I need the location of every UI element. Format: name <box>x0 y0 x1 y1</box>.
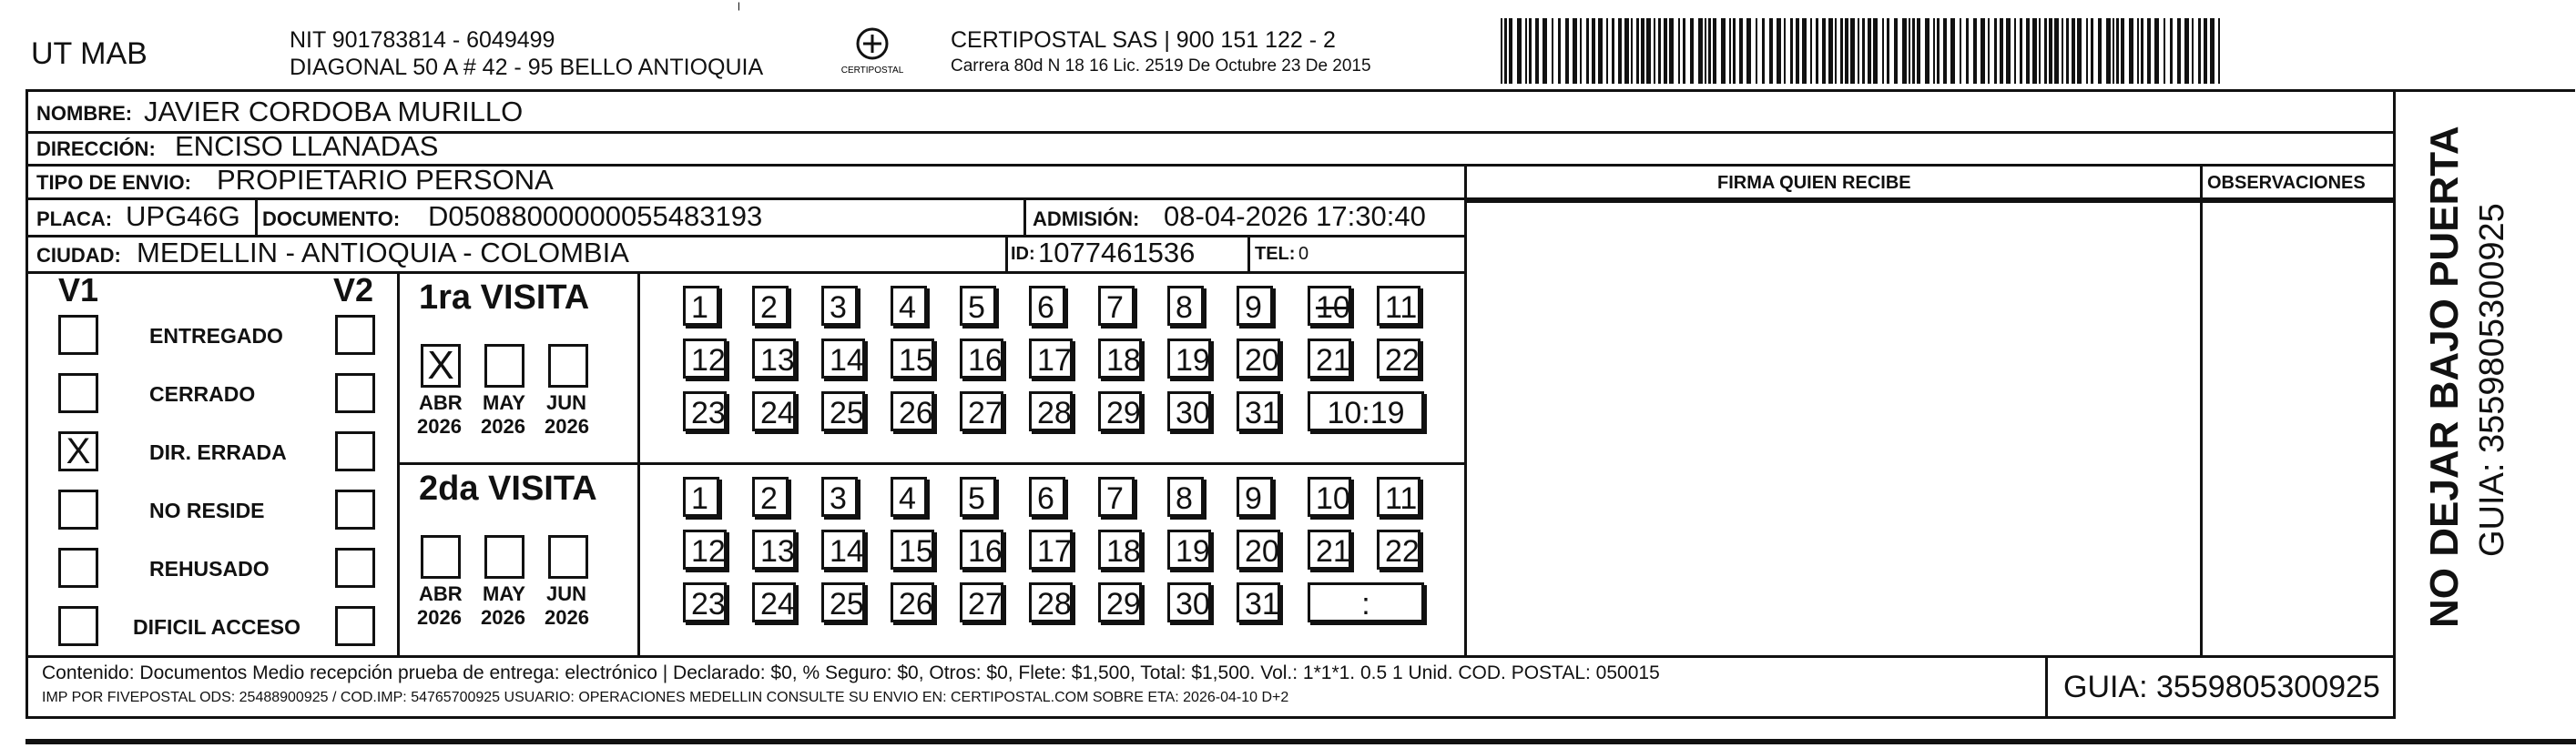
time-box[interactable]: : <box>1308 582 1424 622</box>
barcode-bar <box>2129 18 2133 84</box>
carrier-name: CERTIPOSTAL SAS | 900 151 122 - 2 <box>951 27 1336 53</box>
admision-label: ADMISIÓN: <box>1033 207 1140 230</box>
day-box[interactable]: 12 <box>683 530 727 570</box>
tel-value: 0 <box>1298 244 1309 264</box>
barcode-bar <box>1580 18 1582 84</box>
day-box[interactable]: 24 <box>752 582 796 622</box>
barcode-bar <box>2006 18 2011 84</box>
barcode-bar <box>2210 18 2215 84</box>
status-option-label: REHUSADO <box>149 557 270 581</box>
side-guia: GUIA: 3559805300925 <box>2473 203 2511 557</box>
status-option-label: CERRADO <box>149 382 256 406</box>
visit2-title: 2da VISITA <box>419 470 597 508</box>
v1-checkbox[interactable] <box>58 548 98 588</box>
day-box[interactable]: 4 <box>891 286 927 326</box>
barcode-bar <box>1937 18 1940 84</box>
barcode-bar <box>1850 18 1855 84</box>
barcode-bar <box>1733 18 1736 84</box>
barcode-bar <box>1592 18 1595 84</box>
day-box[interactable]: 22 <box>1377 530 1420 570</box>
day-box[interactable]: 19 <box>1167 339 1211 379</box>
barcode-bar <box>1713 18 1716 84</box>
v1-checkbox[interactable] <box>58 315 98 355</box>
barcode-bar <box>1558 18 1561 84</box>
v1-checkbox[interactable] <box>58 373 98 413</box>
day-box[interactable]: 31 <box>1237 391 1280 431</box>
day-box[interactable]: 23 <box>683 391 727 431</box>
barcode-bar <box>2113 18 2114 84</box>
ciudad-label: CIUDAD: <box>36 244 121 267</box>
id-value: 1077461536 <box>1038 237 1196 268</box>
day-box[interactable]: 23 <box>683 582 727 622</box>
barcode-bar <box>1868 18 1871 84</box>
barcode-bar <box>2218 18 2220 84</box>
barcode-bar <box>2032 18 2037 84</box>
v2-label: V2 <box>333 271 374 308</box>
day-box[interactable]: 27 <box>960 582 1003 622</box>
v2-checkbox[interactable] <box>335 606 375 646</box>
day-box[interactable]: 11 <box>1377 286 1420 326</box>
year-label: 2026 <box>417 415 462 438</box>
day-box[interactable]: 26 <box>891 582 934 622</box>
barcode-bar <box>1810 18 1812 84</box>
month-label: JUN <box>546 582 587 605</box>
tel-label: TEL: <box>1255 244 1296 264</box>
barcode-bar <box>1504 18 1507 84</box>
barcode-bar <box>2106 18 2111 84</box>
barcode-bar <box>1887 18 1889 84</box>
company-name: UT MAB <box>31 36 148 71</box>
day-box[interactable]: 6 <box>1029 477 1065 517</box>
placa-label: PLACA: <box>36 207 113 230</box>
barcode-bar <box>1598 18 1603 84</box>
barcode-bar <box>1746 18 1751 84</box>
day-box[interactable]: 26 <box>891 391 934 431</box>
day-box[interactable]: 22 <box>1377 339 1420 379</box>
barcode-bar <box>1950 18 1955 84</box>
barcode-bar <box>1840 18 1843 84</box>
barcode-bar <box>1708 18 1711 84</box>
direccion-value: ENCISO LLANADAS <box>175 130 439 162</box>
barcode-bar <box>1790 18 1793 84</box>
barcode-bar <box>1612 18 1614 84</box>
documento-label: DOCUMENTO: <box>262 207 401 230</box>
day-box[interactable]: 10 <box>1308 477 1351 517</box>
day-box[interactable]: 14 <box>821 339 865 379</box>
certipostal-logo-icon <box>836 25 909 80</box>
footer-guia: GUIA: 3559805300925 <box>2063 670 2380 704</box>
barcode-bar <box>1960 18 1961 84</box>
stray-mark: ˡ <box>738 0 740 18</box>
day-box[interactable]: 15 <box>891 339 934 379</box>
barcode-bar <box>1777 18 1781 84</box>
ciudad-value: MEDELLIN - ANTIOQUIA - COLOMBIA <box>137 237 629 268</box>
day-box[interactable]: 7 <box>1098 286 1135 326</box>
month-checkbox[interactable] <box>548 344 588 388</box>
barcode-bar <box>1882 18 1884 84</box>
year-label: 2026 <box>481 415 525 438</box>
barcode-bar <box>2062 18 2063 84</box>
barcode-bar <box>1543 18 1547 84</box>
day-box[interactable]: 5 <box>960 477 996 517</box>
barcode-bar <box>2044 18 2047 84</box>
barcode-bar <box>1509 18 1512 84</box>
day-box[interactable]: 28 <box>1029 582 1073 622</box>
day-box[interactable]: 29 <box>1098 582 1142 622</box>
v2-checkbox[interactable] <box>335 490 375 530</box>
day-box[interactable]: 8 <box>1167 286 1204 326</box>
barcode <box>1501 18 2224 84</box>
day-box[interactable]: 7 <box>1098 477 1135 517</box>
barcode-bar <box>1646 18 1651 84</box>
day-box[interactable]: 28 <box>1029 391 1073 431</box>
year-label: 2026 <box>417 606 462 629</box>
day-box[interactable]: 21 <box>1308 530 1351 570</box>
barcode-bar <box>2154 18 2159 84</box>
barcode-bar <box>2014 18 2016 84</box>
v2-checkbox[interactable] <box>335 373 375 413</box>
direccion-label: DIRECCIÓN: <box>36 137 156 160</box>
company-address: DIAGONAL 50 A # 42 - 95 BELLO ANTIOQUIA <box>290 55 764 80</box>
day-box[interactable]: 16 <box>960 530 1003 570</box>
tipo-label: TIPO DE ENVIO: <box>36 171 191 194</box>
barcode-bar <box>1762 18 1765 84</box>
company-nit: NIT 901783814 - 6049499 <box>290 27 555 53</box>
footer-contenido: Contenido: Documentos Medio recepción prueba de entrega: electrónico | Declarado: $0, % Seguro: $0, Otros: $0, Flete: $1,500, Total: $1,500. Vol.: 1*1*1. 0.5 1 Unid. COD. POSTAL: 050015 <box>42 662 1660 683</box>
barcode-bar <box>1845 18 1848 84</box>
barcode-bar <box>2177 18 2181 84</box>
id-label: ID: <box>1011 244 1035 264</box>
status-option-label: DIFICIL ACCESO <box>133 615 301 639</box>
day-box[interactable]: 3 <box>821 286 858 326</box>
day-box[interactable]: 16 <box>960 339 1003 379</box>
barcode-bar <box>2049 18 2052 84</box>
nombre-value: JAVIER CORDOBA MURILLO <box>144 96 524 127</box>
barcode-bar <box>2192 18 2194 84</box>
year-label: 2026 <box>481 606 525 629</box>
time-box[interactable]: 10:19 <box>1308 391 1424 431</box>
barcode-bar <box>1943 18 1947 84</box>
barcode-bar <box>1624 18 1629 84</box>
day-box[interactable]: 25 <box>821 391 865 431</box>
day-box[interactable]: 20 <box>1237 339 1280 379</box>
barcode-bar <box>1894 18 1898 84</box>
nombre-label: NOMBRE: <box>36 102 133 125</box>
day-box[interactable]: 13 <box>752 530 796 570</box>
day-box[interactable]: 31 <box>1237 582 1280 622</box>
barcode-bar <box>1729 18 1731 84</box>
barcode-bar <box>2091 18 2093 84</box>
day-box[interactable]: 24 <box>752 391 796 431</box>
barcode-bar <box>1784 18 1786 84</box>
barcode-bar <box>1917 18 1920 84</box>
barcode-bar <box>1862 18 1865 84</box>
barcode-bar <box>1535 18 1539 84</box>
day-box[interactable]: 1 <box>683 477 719 517</box>
barcode-bar <box>1966 18 1969 84</box>
day-box[interactable]: 21 <box>1308 339 1351 379</box>
barcode-bar <box>2184 18 2189 84</box>
barcode-bar <box>1909 18 1910 84</box>
barcode-bar <box>1678 18 1680 84</box>
visit1-title: 1ra VISITA <box>419 278 590 317</box>
barcode-bar <box>1517 18 1522 84</box>
day-box[interactable]: 14 <box>821 530 865 570</box>
day-box[interactable]: 5 <box>960 286 996 326</box>
barcode-bar <box>2098 18 2102 84</box>
placa-value: UPG46G <box>126 200 240 232</box>
barcode-bar <box>1756 18 1757 84</box>
month-label: ABR <box>419 582 463 605</box>
barcode-bar <box>1873 18 1878 84</box>
barcode-bar <box>1631 18 1633 84</box>
barcode-bar <box>2066 18 2069 84</box>
day-box[interactable]: 30 <box>1167 582 1211 622</box>
status-option-label: ENTREGADO <box>149 324 283 348</box>
barcode-bar <box>1912 18 1915 84</box>
day-box[interactable]: 3 <box>821 477 858 517</box>
barcode-bar <box>1658 18 1661 84</box>
month-checkbox[interactable] <box>484 535 524 579</box>
barcode-bar <box>1690 18 1694 84</box>
barcode-bar <box>1669 18 1674 84</box>
barcode-bar <box>1828 18 1833 84</box>
barcode-bar <box>1796 18 1799 84</box>
day-box[interactable]: 17 <box>1029 530 1073 570</box>
barcode-bar <box>2121 18 2124 84</box>
carrier-license: Carrera 80d N 18 16 Lic. 2519 De Octubre 23 De 2015 <box>951 56 1371 76</box>
day-box[interactable]: 8 <box>1167 477 1204 517</box>
side-warning: NO DEJAR BAJO PUERTA <box>2422 126 2467 628</box>
day-box[interactable]: 2 <box>752 477 789 517</box>
month-checkbox[interactable] <box>484 344 524 388</box>
day-box[interactable]: 9 <box>1237 477 1273 517</box>
barcode-bar <box>2072 18 2075 84</box>
month-label: JUN <box>546 391 587 414</box>
barcode-bar <box>1618 18 1622 84</box>
month-label: ABR <box>419 391 463 414</box>
admision-value: 08-04-2026 17:30:40 <box>1164 200 1426 232</box>
barcode-bar <box>1525 18 1527 84</box>
barcode-bar <box>1683 18 1685 84</box>
v1-checkbox[interactable]: X <box>58 431 98 471</box>
day-box[interactable]: 1 <box>683 286 719 326</box>
day-box[interactable]: 29 <box>1098 391 1142 431</box>
barcode-bar <box>2086 18 2088 84</box>
day-box[interactable]: 25 <box>821 582 865 622</box>
barcode-bar <box>2198 18 2201 84</box>
day-box[interactable]: 4 <box>891 477 927 517</box>
documento-value: D05088000000055483193 <box>428 200 763 232</box>
day-box[interactable]: 10 <box>1308 286 1351 326</box>
barcode-bar <box>1552 18 1553 84</box>
status-option-label: DIR. ERRADA <box>149 440 287 464</box>
barcode-bar <box>1925 18 1929 84</box>
barcode-bar <box>2164 18 2165 84</box>
barcode-bar <box>1721 18 1726 84</box>
barcode-bar <box>1739 18 1743 84</box>
day-box[interactable]: 19 <box>1167 530 1211 570</box>
barcode-bar <box>2141 18 2143 84</box>
barcode-bar <box>1769 18 1773 84</box>
barcode-bar <box>1636 18 1639 84</box>
barcode-bar <box>1586 18 1589 84</box>
barcode-bar <box>1501 18 1502 84</box>
status-option-label: NO RESIDE <box>149 499 265 522</box>
barcode-bar <box>2054 18 2059 84</box>
barcode-bar <box>2000 18 2003 84</box>
month-checkbox[interactable]: X <box>421 344 461 388</box>
year-label: 2026 <box>545 606 589 629</box>
barcode-bar <box>1698 18 1703 84</box>
barcode-bar <box>1902 18 1907 84</box>
day-box[interactable]: 13 <box>752 339 796 379</box>
barcode-bar <box>1606 18 1608 84</box>
day-box[interactable]: 11 <box>1377 477 1420 517</box>
day-box[interactable]: 2 <box>752 286 789 326</box>
v2-checkbox[interactable] <box>335 431 375 471</box>
month-label: MAY <box>483 391 525 414</box>
barcode-bar <box>1654 18 1655 84</box>
barcode-bar <box>1529 18 1532 84</box>
day-box[interactable]: 12 <box>683 339 727 379</box>
year-label: 2026 <box>545 415 589 438</box>
day-box[interactable]: 15 <box>891 530 934 570</box>
v1-checkbox[interactable] <box>58 606 98 646</box>
barcode-bar <box>1933 18 1935 84</box>
barcode-bar <box>1822 18 1826 84</box>
day-box[interactable]: 18 <box>1098 530 1142 570</box>
barcode-bar <box>1816 18 1818 84</box>
day-box[interactable]: 27 <box>960 391 1003 431</box>
barcode-bar <box>1858 18 1859 84</box>
day-box[interactable]: 17 <box>1029 339 1073 379</box>
barcode-bar <box>1980 18 1985 84</box>
month-checkbox[interactable] <box>421 535 461 579</box>
barcode-bar <box>1835 18 1837 84</box>
v1-checkbox[interactable] <box>58 490 98 530</box>
month-checkbox[interactable] <box>548 535 588 579</box>
barcode-bar <box>1973 18 1977 84</box>
barcode-bar <box>1573 18 1577 84</box>
v1-label: V1 <box>58 271 99 308</box>
footer-imp: IMP POR FIVEPOSTAL ODS: 25488900925 / COD.IMP: 54765700925 USUARIO: OPERACIONES MEDELLIN CONSULTE SU ENVIO EN: CERTIPOSTAL.COM SOBRE ETA: 2026-04-10 D+2 <box>42 690 1289 705</box>
barcode-bar <box>2026 18 2030 84</box>
v2-checkbox[interactable] <box>335 548 375 588</box>
barcode-bar <box>2204 18 2207 84</box>
barcode-bar <box>2170 18 2173 84</box>
month-label: MAY <box>483 582 525 605</box>
day-box[interactable]: 18 <box>1098 339 1142 379</box>
day-box[interactable]: 20 <box>1237 530 1280 570</box>
barcode-bar <box>2116 18 2119 84</box>
firma-header: FIRMA QUIEN RECIBE <box>1717 173 1911 193</box>
v2-checkbox[interactable] <box>335 315 375 355</box>
tipo-value: PROPIETARIO PERSONA <box>217 164 554 196</box>
barcode-bar <box>1994 18 1997 84</box>
barcode-bar <box>1988 18 1990 84</box>
barcode-bar <box>1705 18 1706 84</box>
day-box[interactable]: 30 <box>1167 391 1211 431</box>
barcode-bar <box>2077 18 2082 84</box>
barcode-bar <box>1802 18 1807 84</box>
observaciones-header: OBSERVACIONES <box>2207 173 2366 193</box>
barcode-bar <box>2147 18 2151 84</box>
barcode-bar <box>2137 18 2139 84</box>
barcode-bar <box>1565 18 1569 84</box>
barcode-bar <box>1641 18 1644 84</box>
barcode-bar <box>1664 18 1667 84</box>
logo-text: CERTIPOSTAL <box>840 66 904 76</box>
day-box[interactable]: 6 <box>1029 286 1065 326</box>
barcode-bar <box>2020 18 2022 84</box>
day-box[interactable]: 9 <box>1237 286 1273 326</box>
barcode-bar <box>2039 18 2041 84</box>
